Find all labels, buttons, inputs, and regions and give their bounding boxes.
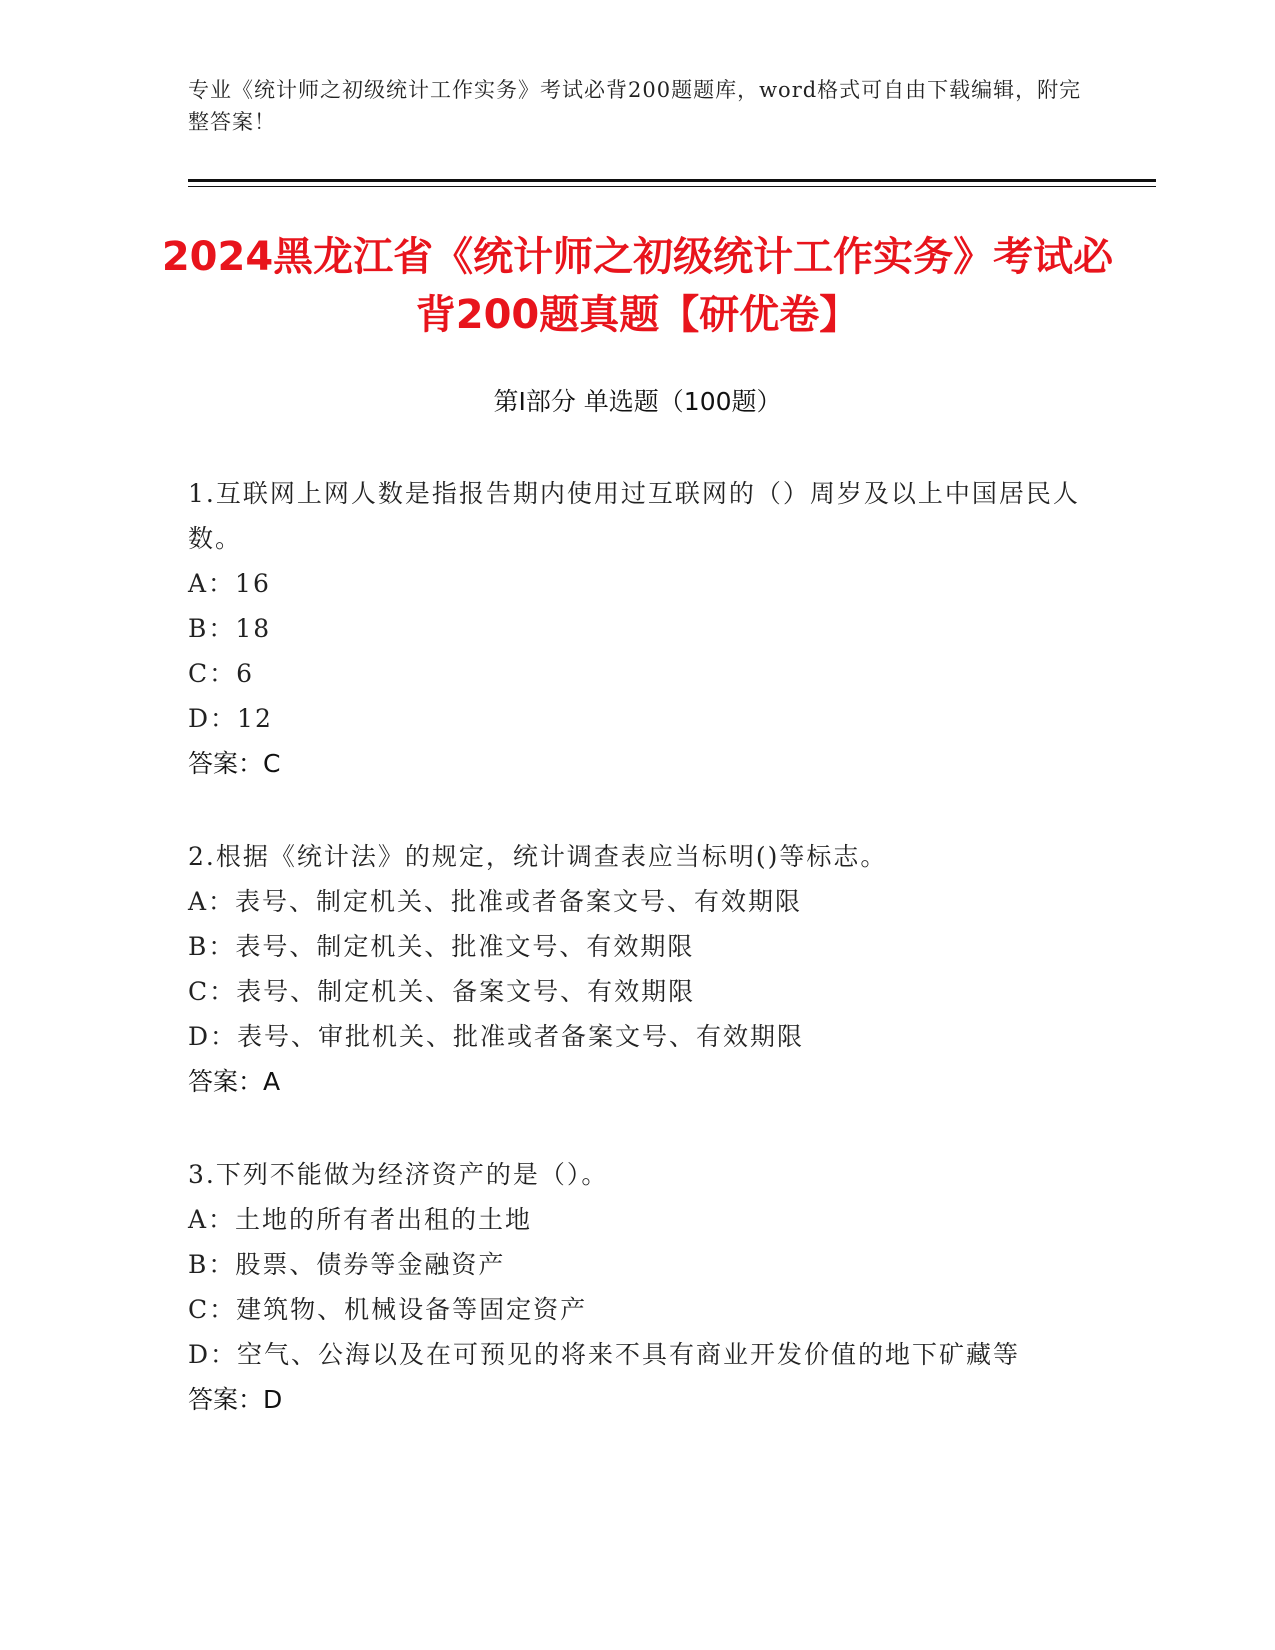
option-d: D：表号、审批机关、批准或者备案文号、有效期限 [188, 1022, 805, 1051]
option-c: C：建筑物、机械设备等固定资产 [188, 1295, 588, 1324]
question-stem: 1.互联网上网人数是指报告期内使用过互联网的（）周岁及以上中国居民人数。 [188, 479, 1080, 553]
question-stem: 2.根据《统计法》的规定，统计调查表应当标明()等标志。 [188, 842, 888, 871]
header-divider-thin [188, 186, 1156, 187]
option-b: B：表号、制定机关、批准文号、有效期限 [188, 932, 695, 961]
answer-line: 答案：D [188, 1385, 283, 1414]
option-b: B：18 [188, 614, 272, 643]
option-a: A：表号、制定机关、批准或者备案文号、有效期限 [188, 887, 803, 916]
option-a: A：16 [188, 569, 271, 598]
header-divider-thick [188, 179, 1156, 182]
question-2 [188, 834, 1088, 1104]
question-stem: 3.下列不能做为经济资产的是（）。 [188, 1160, 609, 1189]
question-1 [188, 471, 1088, 786]
answer-line: 答案：C [188, 749, 281, 778]
answer-line: 答案：A [188, 1067, 281, 1096]
option-c: C：表号、制定机关、备案文号、有效期限 [188, 977, 696, 1006]
question-3 [188, 1152, 1088, 1422]
document-title: 2024黑龙江省《统计师之初级统计工作实务》考试必背200题真题【研优卷】 [161, 234, 1114, 338]
option-c: C：6 [188, 659, 255, 688]
section-heading: 第Ⅰ部分 单选题（100题） [493, 387, 782, 416]
option-d: D：空气、公海以及在可预见的将来不具有商业开发价值的地下矿藏等 [188, 1340, 1021, 1369]
option-a: A：土地的所有者出租的土地 [188, 1205, 533, 1234]
option-d: D：12 [188, 704, 273, 733]
header-note: 专业《统计师之初级统计工作实务》考试必背200题题库，word格式可自由下载编辑，附完整答案！ [188, 78, 1082, 134]
option-b: B：股票、债券等金融资产 [188, 1250, 506, 1279]
